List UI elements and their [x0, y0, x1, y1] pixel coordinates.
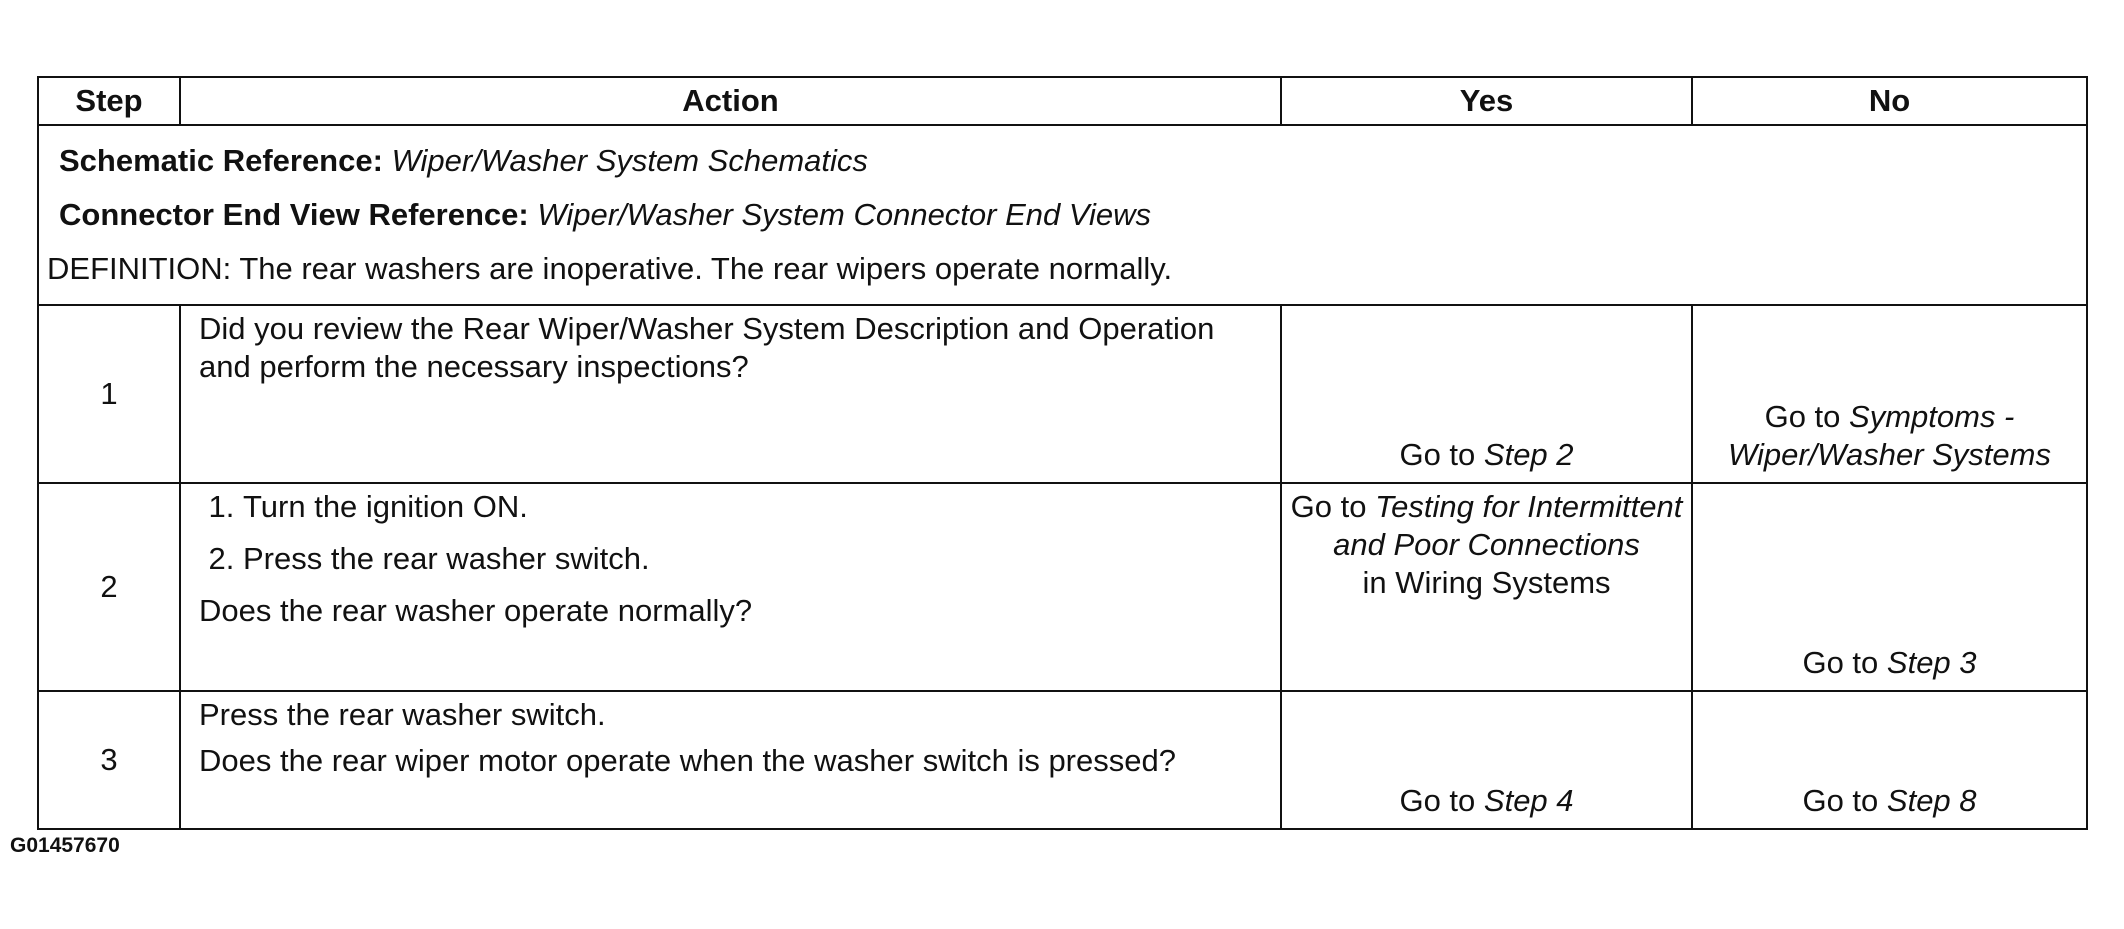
schematic-reference-label: Schematic Reference:	[59, 143, 383, 178]
no-cell	[1692, 691, 2087, 829]
step-action	[180, 305, 1281, 483]
yes-prefix: Go to	[1399, 437, 1484, 472]
yes-prefix: Go to	[1290, 489, 1376, 524]
no-link[interactable]: Symptoms - Wiper/Washer Systems	[1727, 399, 2051, 472]
definition-text: DEFINITION: The rear washers are inoperative. The rear wipers operate normally.	[47, 251, 1173, 286]
step-row-1	[38, 305, 2087, 483]
yes-link[interactable]: Step 4	[1483, 783, 1574, 818]
step-action	[180, 483, 1281, 691]
step-number: 2	[38, 483, 180, 691]
step-row-2	[38, 483, 2087, 691]
action-list-item: 1. Turn the ignition ON.	[243, 488, 1262, 526]
no-link[interactable]: Step 3	[1886, 645, 1977, 680]
step-row-3	[38, 691, 2087, 829]
header-yes: Yes	[1281, 77, 1692, 125]
schematic-reference	[59, 134, 2066, 188]
no-link[interactable]: Step 8	[1886, 783, 1977, 818]
connector-reference	[59, 188, 2066, 242]
connector-reference-link[interactable]: Wiper/Washer System Connector End Views	[537, 197, 1152, 232]
action-list-item: 2. Press the rear washer switch.	[243, 540, 1262, 578]
yes-cell	[1281, 483, 1692, 691]
yes-link[interactable]: Step 2	[1483, 437, 1574, 472]
yes-suffix: in Wiring Systems	[1362, 565, 1611, 600]
no-prefix: Go to	[1802, 645, 1887, 680]
header-action: Action	[180, 77, 1281, 125]
yes-cell	[1281, 305, 1692, 483]
no-cell	[1692, 483, 2087, 691]
reference-row	[38, 125, 2087, 305]
yes-link[interactable]: Testing for Intermittent and Poor Connections	[1333, 489, 1683, 562]
yes-cell	[1281, 691, 1692, 829]
step-number: 3	[38, 691, 180, 829]
diagnostic-table	[37, 76, 2088, 830]
header-step: Step	[38, 77, 180, 125]
action-line: Press the rear washer switch.	[199, 697, 606, 732]
no-prefix: Go to	[1802, 783, 1887, 818]
action-text: Did you review the Rear Wiper/Washer System Description and Operation and perform the necessary inspections?	[199, 311, 1215, 384]
action-question: Does the rear washer operate normally?	[199, 593, 753, 628]
reference-cell	[38, 125, 2087, 305]
yes-prefix: Go to	[1399, 783, 1484, 818]
action-list	[199, 488, 1262, 578]
no-cell	[1692, 305, 2087, 483]
step-number: 1	[38, 305, 180, 483]
header-no: No	[1692, 77, 2087, 125]
no-prefix: Go to	[1764, 399, 1850, 434]
step-action	[180, 691, 1281, 829]
connector-reference-label: Connector End View Reference:	[59, 197, 529, 232]
header-row	[38, 77, 2087, 125]
figure-id: G01457670	[10, 834, 120, 857]
schematic-reference-link[interactable]: Wiper/Washer System Schematics	[391, 143, 868, 178]
action-question: Does the rear wiper motor operate when the washer switch is pressed?	[199, 743, 1176, 778]
